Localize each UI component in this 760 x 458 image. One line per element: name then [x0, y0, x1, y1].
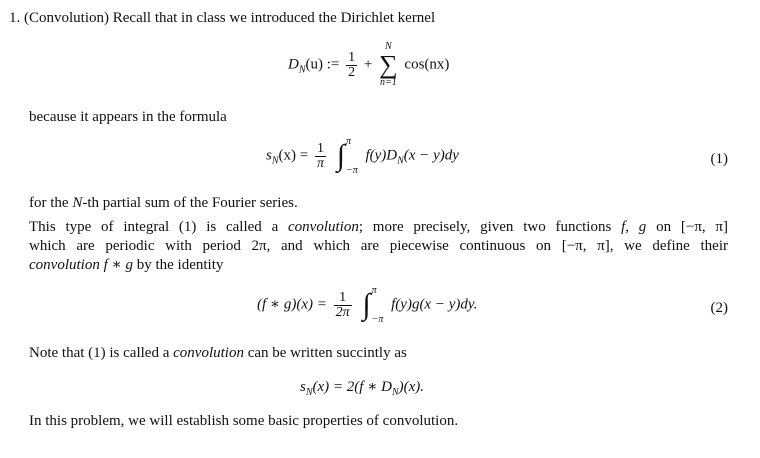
succinct-equation [300, 378, 424, 402]
eq2-fraction [334, 291, 352, 320]
eq2-integral: ∫ π −π [362, 285, 384, 325]
eq1-lhs: s [266, 147, 272, 164]
note-em: convolution [173, 345, 244, 361]
frac-numerator: 1 [339, 289, 347, 305]
problem-number: 1. [9, 10, 21, 26]
text-for-post: -th partial sum of the Fourier series. [82, 195, 298, 211]
note-post: can be written succintly as [243, 345, 407, 361]
convolution-equation [257, 285, 477, 325]
eq3-rhs-a: (x) = 2(f ∗ D [312, 379, 392, 395]
eq1-lhs-arg: (x) = [278, 147, 309, 164]
note-pre: Note that (1) is called a [29, 345, 174, 361]
partial-sum-equation [266, 136, 459, 176]
para-line1-b: ; more precisely, given two functions [358, 219, 622, 235]
note-line [29, 344, 407, 362]
problem-title: (Convolution) [24, 10, 109, 26]
text-for-nth [29, 194, 298, 212]
eq-dirichlet-fraction [346, 51, 357, 80]
sum-term: cos(nx) [404, 56, 450, 73]
problem-intro: Recall that in class we introduced the Dirichlet kernel [112, 10, 436, 26]
problem-heading [9, 9, 435, 27]
frac-numerator: 1 [348, 49, 356, 65]
int-lower-limit: −π [371, 314, 384, 325]
eq-dirichlet-lhs-sub: N [298, 64, 306, 76]
para-line-2: which are periodic with period 2π, and which are piecewise continuous on [−π, π], we define their [29, 238, 728, 254]
int-upper-limit: π [371, 285, 377, 296]
para-line3-math: f ∗ g [103, 257, 133, 273]
eq1-integrand-tail: (x − y)dy [403, 147, 459, 164]
para-line-1 [29, 218, 728, 236]
closing-line: In this problem, we will establish some basic properties of convolution. [29, 413, 459, 429]
para-line1-c: on [−π, π] [646, 219, 728, 235]
frac-denominator: 2π [335, 304, 350, 320]
eq-dirichlet-lhs-arg: (u) := [305, 56, 340, 73]
text-for-var: N [72, 195, 83, 211]
sum-symbol: ∑ [379, 50, 398, 79]
frac-denominator: 2 [348, 64, 356, 80]
eq1-integrand-sub: N [397, 155, 404, 167]
eq3-rhs-sub: N [391, 387, 399, 398]
sum-upper-limit: N [385, 41, 392, 52]
eq3-lhs-sub: N [305, 387, 313, 398]
eq2-integrand: f(y)g(x − y)dy. [391, 296, 478, 313]
eq1-lhs-sub: N [271, 155, 279, 167]
para-line1-a: This type of integral (1) is called a [29, 219, 289, 235]
para-line-3 [29, 256, 223, 274]
para-line1-em: convolution [288, 219, 359, 235]
frac-denominator: π [316, 155, 324, 171]
plus-sign: + [363, 56, 373, 73]
eq3-rhs-b: )(x). [398, 379, 425, 395]
para-line3-em: convolution [29, 257, 100, 273]
text-because: because it appears in the formula [29, 109, 227, 125]
eq1-integrand: f(y)D [365, 147, 398, 164]
dirichlet-kernel-equation [288, 42, 449, 88]
eq-dirichlet-lhs: D [288, 56, 299, 73]
text-for-pre: for the [29, 195, 73, 211]
frac-numerator: 1 [316, 140, 324, 156]
eq1-fraction [315, 142, 326, 171]
summation [379, 42, 398, 88]
eq2-lhs: (f ∗ g)(x) = [257, 296, 327, 313]
para-line1-fg: f, g [621, 219, 647, 235]
equation-number-2: (2) [710, 300, 728, 316]
int-lower-limit: −π [345, 165, 358, 176]
equation-number-1: (1) [710, 151, 728, 167]
eq3-lhs: s [300, 379, 306, 395]
para-line3-b: by the identity [132, 257, 224, 273]
int-upper-limit: π [345, 136, 351, 147]
sum-lower-limit: n=1 [380, 77, 397, 88]
eq1-integral: ∫ π −π [336, 136, 358, 176]
